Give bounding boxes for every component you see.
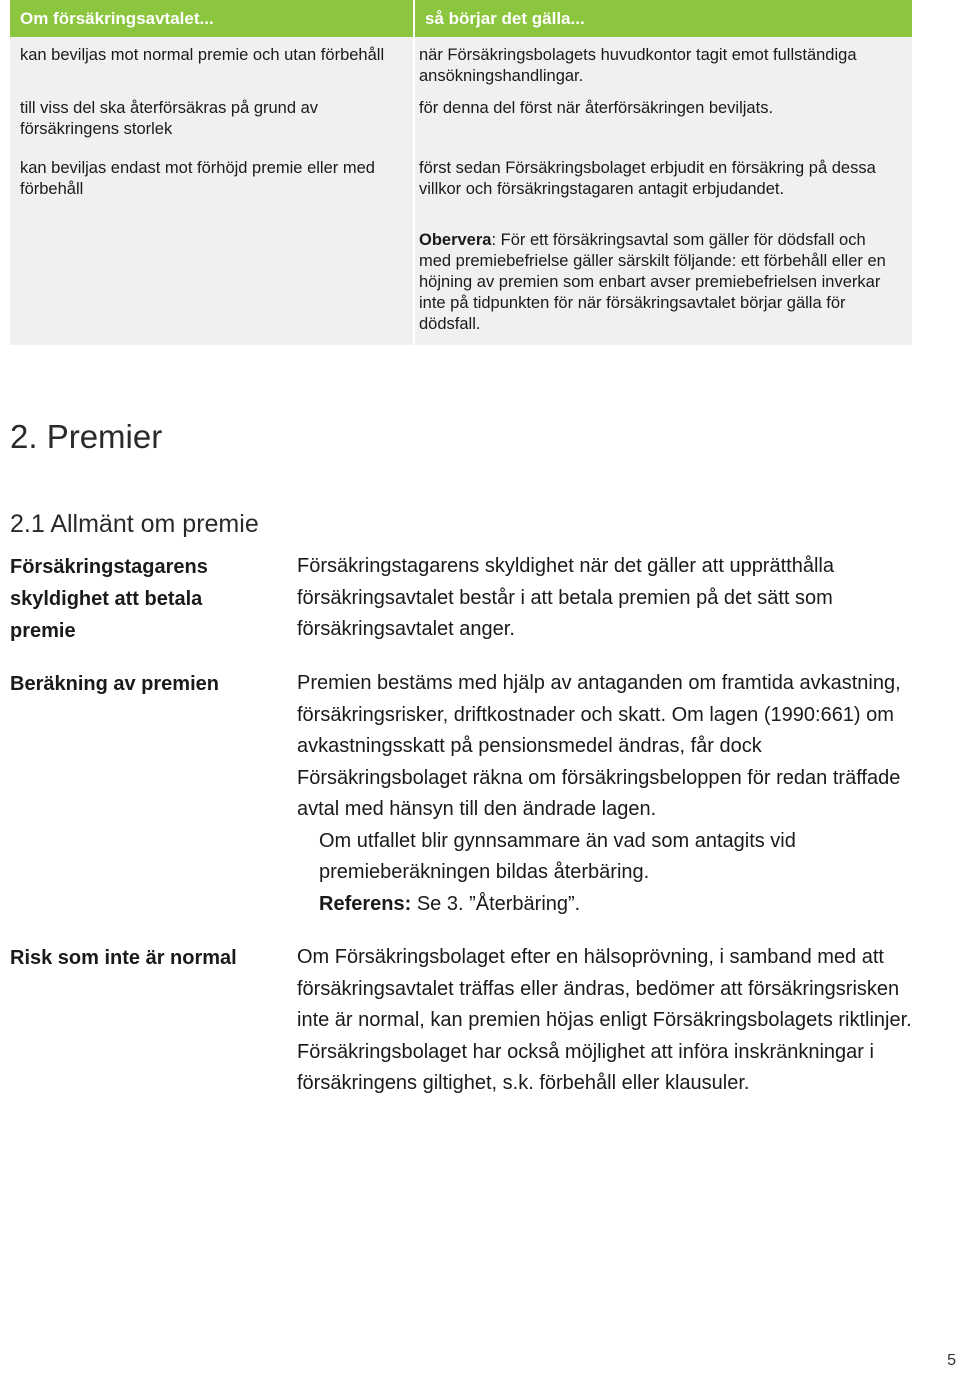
paragraph-premium-calculation <box>297 668 917 920</box>
side-label-premium-calculation: Beräkning av premien <box>10 673 219 695</box>
table-cell-right-2: för denna del först när återförsäkringen beviljats. <box>419 99 774 117</box>
table-cell-left-2: till viss del ska återförsäkras på grund av försäkringens storlek <box>20 99 319 138</box>
reference-note <box>297 889 917 921</box>
paragraph-bonus-text: Om utfallet blir gynnsammare än vad som antagits vid premieberäkningen bildas återbäring. <box>319 829 796 883</box>
table-header-left: Om försäkringsavtalet... <box>10 0 413 37</box>
paragraph-abnormal-risk: Om Försäkringsbolaget efter en hälsoprövning, i samband med att försäkringsavtalet träffas eller ändras, bedömer att försäkringsrisken inte är normal, kan premien höjas enligt Försäkringsbolagets riktlinjer. Försäkringsbolaget har också möjlighet att införa inskränkningar i försäkringens giltighet, s.k. förbehåll eller klausuler. <box>297 946 912 1094</box>
section-subheading: 2.1 Allmänt om premie <box>10 510 259 538</box>
table-column-right <box>415 37 912 345</box>
conditions-table <box>10 0 912 345</box>
section-heading: 2. Premier <box>10 418 163 455</box>
paragraph-premium-calculation-text: Premien bestäms med hjälp av antaganden om framtida avkastning, försäkringsrisker, driftkostnader och skatt. Om lagen (1990:661) om avkastningsskatt på pensionsmedel ändras, får dock Försäkringsbolaget räkna om försäkringsbeloppen för redan träffade avtal med hänsyn till den ändrade lagen. <box>297 672 901 820</box>
page-number: 5 <box>947 1352 956 1369</box>
observe-note <box>419 230 902 335</box>
table-cell-right-3: först sedan Försäkringsbolaget erbjudit en försäkring på dessa villkor och försäkringstagaren antagit erbjudandet. <box>419 159 876 198</box>
observe-text: : För ett försäkringsavtal som gäller för dödsfall och med premiebefrielse gäller särskilt följande: ett förbehåll eller en höjning av premien som enbart avser premiebefrielsen inverkar inte på tidpunkten för när försäkringsavtalet börjar gälla för dödsfall. <box>419 231 886 333</box>
table-cell-right-1: när Försäkringsbolagets huvudkontor tagit emot fullständiga ansökningshandlingar. <box>419 46 857 85</box>
table-cell-left-3: kan beviljas endast mot förhöjd premie eller med förbehåll <box>20 159 375 198</box>
side-label-payment-duty: Försäkringstagarens skyldighet att betala premie <box>10 556 208 642</box>
side-label-abnormal-risk: Risk som inte är normal <box>10 947 237 969</box>
paragraph-payment-duty: Försäkringstagarens skyldighet när det gäller att upprätthålla försäkringsavtalet består i att betala premien på det sätt som försäkringsavtalet anger. <box>297 555 834 640</box>
table-header-right: så börjar det gälla... <box>415 0 912 37</box>
reference-label: Referens: <box>319 892 412 915</box>
table-cell-left-1: kan beviljas mot normal premie och utan förbehåll <box>20 46 385 64</box>
observe-label: Obervera <box>419 231 492 249</box>
reference-link-text: Se 3. ”Återbäring”. <box>411 892 581 915</box>
table-column-left <box>10 37 413 345</box>
